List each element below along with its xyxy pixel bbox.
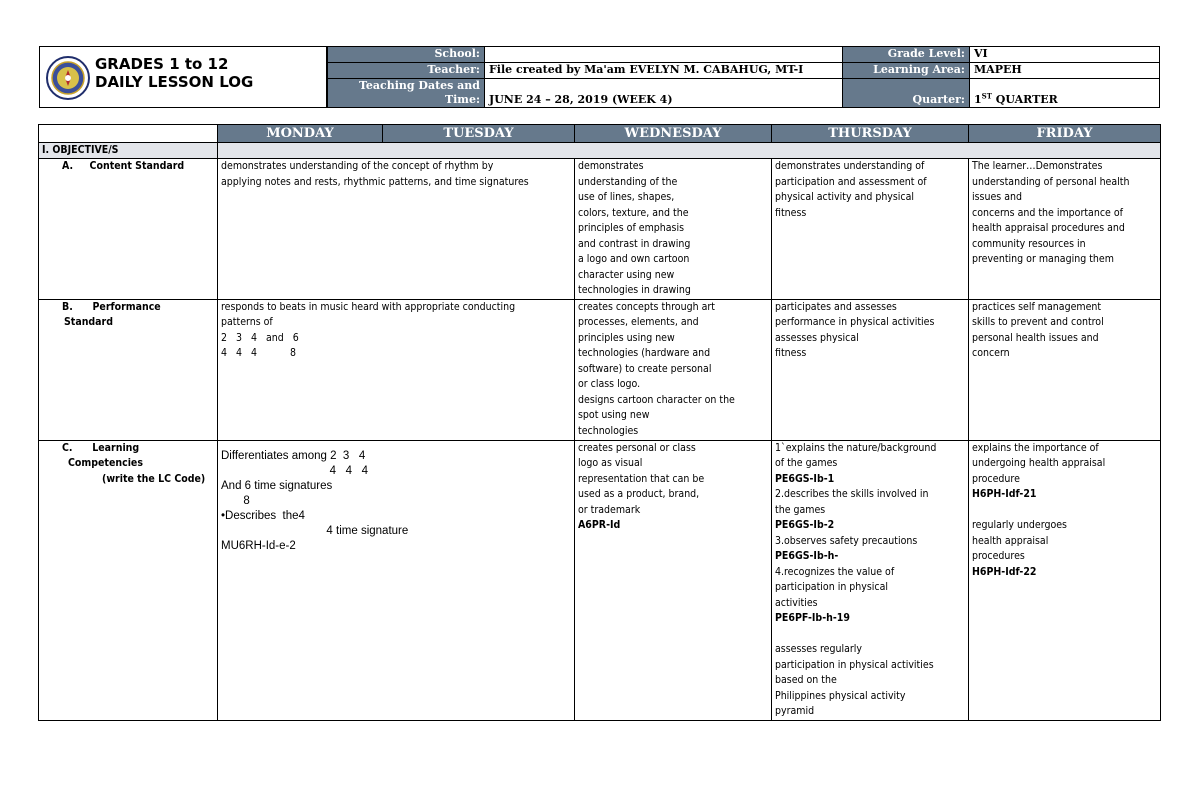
learning-competencies-text-3: (write the LC Code) xyxy=(102,472,206,485)
line: creates personal or class xyxy=(578,441,696,454)
line: technologies xyxy=(578,424,639,437)
line: participation in physical activities xyxy=(775,658,934,671)
line: principles using new xyxy=(578,331,675,344)
line: processes, elements, and xyxy=(578,316,699,328)
content-standard-friday xyxy=(969,159,1161,300)
lesson-log-table xyxy=(38,124,1161,721)
learning-competencies-label xyxy=(39,440,218,720)
line: health appraisal procedures and xyxy=(972,222,1125,234)
teacher-label: Teacher: xyxy=(328,63,485,79)
line: of the games xyxy=(775,457,838,469)
lc-code: PE6GS-Ib-1 xyxy=(775,472,835,485)
learning-competencies-friday xyxy=(969,440,1161,720)
line: character using new xyxy=(578,268,675,281)
learning-competencies-text-1: Learning xyxy=(92,441,140,454)
performance-standard-label xyxy=(39,299,218,440)
line: preventing or managing them xyxy=(972,253,1114,265)
day-monday: MONDAY xyxy=(218,125,383,143)
spacer xyxy=(972,503,1157,519)
line: understanding of the xyxy=(578,175,678,188)
quarter-rest: QUARTER xyxy=(991,93,1058,106)
learning-area-label: Learning Area: xyxy=(843,63,970,79)
line: procedures xyxy=(972,550,1025,562)
line: practices self management xyxy=(972,300,1102,313)
performance-standard-mon-tue xyxy=(218,299,575,440)
line: community resources in xyxy=(972,237,1086,250)
deped-seal-icon xyxy=(45,51,91,105)
line: issues and xyxy=(972,191,1022,203)
lc-code: PE6GS-Ib-2 xyxy=(775,519,835,531)
objectives-row xyxy=(39,143,1161,159)
line: technologies (hardware and xyxy=(578,347,711,359)
content-standard-row xyxy=(39,159,1161,300)
line: use of lines, shapes, xyxy=(578,191,675,203)
lc-code: H6PH-Idf-21 xyxy=(972,488,1037,500)
performance-standard-wednesday xyxy=(575,299,772,440)
line: logo as visual xyxy=(578,457,643,469)
line: 1`explains the nature/background xyxy=(775,441,937,454)
quarter-sup: ST xyxy=(981,91,992,101)
line: participates and assesses xyxy=(775,300,897,313)
line: personal health issues and xyxy=(972,331,1099,344)
line: the games xyxy=(775,503,826,516)
line: regularly undergoes xyxy=(972,519,1067,531)
line: or class logo. xyxy=(578,378,641,390)
objectives-heading: I. OBJECTIVE/S xyxy=(39,143,218,159)
line: 8 xyxy=(221,494,250,507)
content-standard-letter: A. xyxy=(62,160,74,172)
line: participation and assessment of xyxy=(775,175,927,188)
line: 2 3 4 and 6 xyxy=(221,331,299,344)
day-tuesday: TUESDAY xyxy=(383,125,575,143)
line: 4 4 4 xyxy=(221,464,368,477)
day-friday: FRIDAY xyxy=(969,125,1161,143)
performance-standard-row xyxy=(39,299,1161,440)
line: explains the importance of xyxy=(972,441,1099,454)
line: representation that can be xyxy=(578,472,705,485)
day-header-row xyxy=(39,125,1161,143)
learning-competencies-thursday xyxy=(772,440,969,720)
performance-standard-letter: B. xyxy=(62,300,73,313)
quarter-value xyxy=(970,79,1160,108)
line: demonstrates understanding of the concept of rhythm by xyxy=(221,160,494,172)
line: concern xyxy=(972,347,1010,359)
line: principles of emphasis xyxy=(578,222,685,234)
line: participation in physical xyxy=(775,581,889,593)
line: demonstrates xyxy=(578,160,644,172)
grade-level-label: Grade Level: xyxy=(843,47,970,63)
line: MU6RH-Id-e-2 xyxy=(221,539,296,552)
line: demonstrates understanding of xyxy=(775,160,925,172)
line: performance in physical activities xyxy=(775,316,935,328)
line: health appraisal xyxy=(972,534,1049,547)
line: or trademark xyxy=(578,503,641,516)
line: fitness xyxy=(775,347,807,359)
header-logo-box xyxy=(39,46,327,108)
line: pyramid xyxy=(775,705,815,717)
line: colors, texture, and the xyxy=(578,206,689,219)
performance-standard-text-1: Performance xyxy=(92,300,161,313)
line: designs cartoon character on the xyxy=(578,393,735,406)
learning-competencies-row xyxy=(39,440,1161,720)
line: •Describes the4 xyxy=(221,509,305,522)
line: based on the xyxy=(775,674,837,686)
line: undergoing health appraisal xyxy=(972,457,1106,469)
school-label: School: xyxy=(328,47,485,63)
school-value xyxy=(485,47,843,63)
lc-code: PE6PF-Ib-h-19 xyxy=(775,612,850,624)
line: spot using new xyxy=(578,409,650,421)
line: concerns and the importance of xyxy=(972,206,1123,219)
log-title xyxy=(95,55,253,91)
lc-code: A6PR-Id xyxy=(578,519,621,531)
teaching-dates-label-1: Teaching Dates and xyxy=(358,79,480,92)
learning-competencies-mon-tue xyxy=(218,440,575,720)
performance-standard-text-2: Standard xyxy=(64,316,113,328)
line: activities xyxy=(775,596,818,609)
content-standard-text: Content Standard xyxy=(89,160,185,172)
line: Philippines physical activity xyxy=(775,689,906,702)
title-grades: GRADES 1 to 12 xyxy=(95,55,229,73)
line: procedure xyxy=(972,472,1020,485)
line: understanding of personal health xyxy=(972,175,1130,188)
quarter-num: 1 xyxy=(974,93,982,106)
teacher-value: File created by Ma'am EVELYN M. CABAHUG, MT-I xyxy=(485,63,843,79)
line: 3.observes safety precautions xyxy=(775,534,918,547)
line: 4 time signature xyxy=(221,524,409,537)
line: 4.recognizes the value of xyxy=(775,565,895,578)
day-wednesday: WEDNESDAY xyxy=(575,125,772,143)
objectives-blank xyxy=(218,143,1161,159)
content-standard-thursday xyxy=(772,159,969,300)
title-daily-lesson-log: DAILY LESSON LOG xyxy=(95,73,254,91)
line: responds to beats in music heard with appropriate conducting xyxy=(221,300,516,313)
grade-level-value: VI xyxy=(970,47,1160,63)
quarter-label: Quarter: xyxy=(843,79,970,108)
learning-area-value: MAPEH xyxy=(970,63,1160,79)
performance-standard-thursday xyxy=(772,299,969,440)
line: used as a product, brand, xyxy=(578,488,700,500)
line: technologies in drawing xyxy=(578,284,691,296)
learning-competencies-letter: C. xyxy=(62,441,73,454)
line: The learner…Demonstrates xyxy=(972,160,1103,172)
content-standard-wednesday xyxy=(575,159,772,300)
learning-competencies-wednesday xyxy=(575,440,772,720)
teaching-dates-label xyxy=(328,79,485,108)
line: creates concepts through art xyxy=(578,300,715,313)
line: assesses physical xyxy=(775,331,859,344)
performance-standard-friday xyxy=(969,299,1161,440)
corner-cell xyxy=(39,125,218,143)
spacer xyxy=(221,441,571,449)
header-info-table xyxy=(327,46,1160,108)
day-thursday: THURSDAY xyxy=(772,125,969,143)
line: a logo and own cartoon xyxy=(578,253,690,265)
lc-code: PE6GS-Ib-h- xyxy=(775,550,839,562)
line: software) to create personal xyxy=(578,362,712,375)
spacer xyxy=(775,627,965,643)
lc-code: H6PH-Idf-22 xyxy=(972,565,1037,578)
learning-competencies-text-2: Competencies xyxy=(68,457,143,469)
line: fitness xyxy=(775,206,807,219)
line: Differentiates among 2 3 4 xyxy=(221,449,366,462)
line: 4 4 4 8 xyxy=(221,347,297,359)
line: 2.describes the skills involved in xyxy=(775,488,929,500)
content-standard-label xyxy=(39,159,218,300)
line: and contrast in drawing xyxy=(578,237,691,250)
content-standard-mon-tue xyxy=(218,159,575,300)
line: applying notes and rests, rhythmic patterns, and time signatures xyxy=(221,175,529,188)
line: And 6 time signatures xyxy=(221,479,333,492)
teaching-dates-value: JUNE 24 – 28, 2019 (WEEK 4) xyxy=(485,79,843,108)
line: skills to prevent and control xyxy=(972,316,1104,328)
teaching-dates-label-2: Time: xyxy=(444,93,480,106)
line: physical activity and physical xyxy=(775,191,915,203)
line: assesses regularly xyxy=(775,643,862,655)
line: patterns of xyxy=(221,316,273,328)
